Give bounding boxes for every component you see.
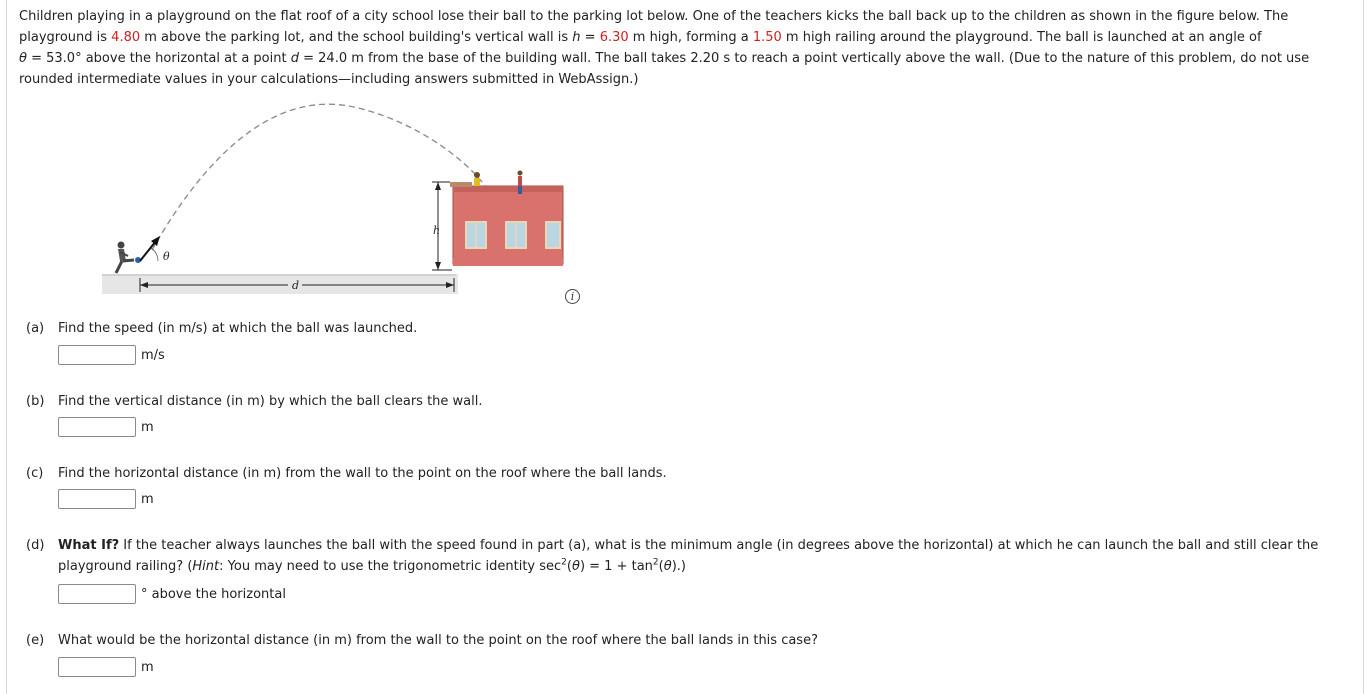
part-d-answer [58, 583, 286, 605]
building-base [453, 258, 563, 266]
child-figure [518, 171, 523, 195]
part-c-answer [58, 488, 154, 510]
theta-label: θ [163, 250, 170, 263]
railing [450, 182, 472, 187]
part-d-text-1: If the teacher always launches the ball with the speed found in part (a), what is the minimum angle (in degrees above the horizontal) at which he can launch the ball and still clear the playground railing? ( [58, 538, 1319, 574]
superscript: 2 [652, 557, 659, 568]
part-c-input[interactable] [58, 489, 136, 509]
teacher-figure [116, 242, 141, 274]
part-e-unit: m [141, 659, 154, 675]
part-a-label: (a) [26, 321, 45, 336]
part-a-unit: m/s [141, 347, 165, 363]
part-b-label: (b) [26, 394, 45, 409]
what-if-label: What If? [58, 538, 120, 553]
part-b-question: Find the vertical distance (in m) by which the ball clears the wall. [58, 394, 483, 409]
part-d-text-4: ) = 1 + tan [579, 559, 653, 574]
part-b-answer [58, 416, 154, 438]
part-a-input[interactable] [58, 345, 136, 365]
part-d-text-3: ( [566, 559, 572, 574]
hint-label: Hint [192, 559, 220, 574]
superscript: 2 [561, 557, 567, 568]
part-e-answer [58, 656, 154, 678]
d-symbol: d [290, 51, 299, 66]
theta-symbol: θ [19, 51, 27, 66]
part-c-label: (c) [26, 466, 44, 481]
part-d-label: (d) [26, 538, 45, 553]
intro-text-5: m high railing around the playground. The ball is launched at an angle of [781, 30, 1262, 45]
railing-height-value: 1.50 [752, 30, 782, 45]
part-b-unit: m [141, 419, 154, 435]
problem-statement [19, 6, 1349, 90]
intro-text-1: Children playing in a playground on the flat roof of a city school lose their ball to the parking lot below. One of the teachers kicks the ball back up to the children as shown in the figure below. The playground is [19, 9, 1289, 45]
intro-text-7: = 24.0 m from the base of the building wall. The ball takes 2.20 s to reach a point vertically above the wall. (Due to the nature of this problem, do not use rounded intermediate values in your calculations—including answers submitted in WebAssign.) [19, 51, 1310, 87]
part-c-question: Find the horizontal distance (in m) from the wall to the point on the roof where the ball lands. [58, 466, 667, 481]
part-c-unit: m [141, 491, 154, 507]
part-b-input[interactable] [58, 417, 136, 437]
intro-text-3: = [580, 30, 600, 45]
part-d-question [58, 535, 1348, 577]
h-symbol: h [572, 30, 581, 45]
part-d-text-5: ( [658, 559, 664, 574]
part-d-unit: ° above the horizontal [141, 586, 286, 602]
figure-svg [100, 98, 580, 308]
part-d-input[interactable] [58, 584, 136, 604]
ground-height-value: 4.80 [111, 30, 141, 45]
theta-symbol: θ [663, 559, 672, 574]
part-d-text-2: : You may need to use the trigonometric identity sec [219, 559, 562, 574]
intro-text-2: m above the parking lot, and the school building's vertical wall is [140, 30, 573, 45]
intro-text-6: = 53.0° above the horizontal at a point [26, 51, 291, 66]
ground-surface [102, 274, 458, 294]
part-e-label: (e) [26, 633, 45, 648]
child-figure [474, 172, 480, 186]
window [546, 222, 560, 248]
launch-velocity-arrow [140, 241, 156, 261]
d-label: d [292, 279, 300, 292]
problem-figure [100, 98, 580, 308]
part-a-answer [58, 344, 165, 366]
h-label: h [433, 224, 441, 237]
info-icon[interactable]: i [565, 289, 580, 304]
theta-symbol: θ [571, 559, 580, 574]
intro-text-4: m high, forming a [628, 30, 753, 45]
part-d-text-6: ).) [671, 559, 686, 574]
wall-height-value: 6.30 [599, 30, 629, 45]
part-e-input[interactable] [58, 657, 136, 677]
part-e-question: What would be the horizontal distance (in m) from the wall to the point on the roof where the ball lands in this case? [58, 633, 818, 648]
part-a-question: Find the speed (in m/s) at which the ball was launched. [58, 321, 418, 336]
